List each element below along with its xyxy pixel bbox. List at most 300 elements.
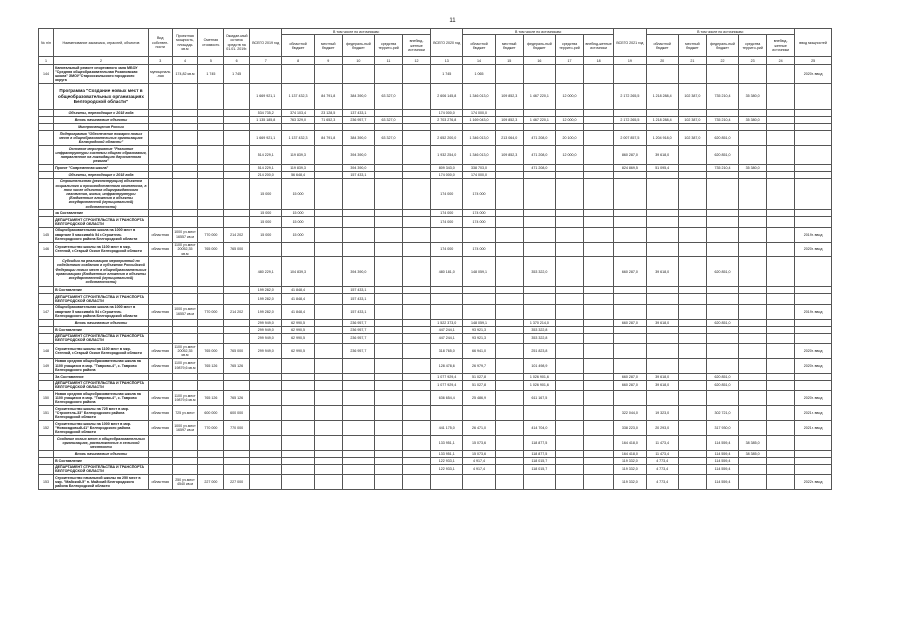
source-2019 bbox=[375, 450, 403, 457]
source-2019 bbox=[342, 421, 374, 436]
capacity bbox=[172, 84, 198, 110]
ownership bbox=[148, 257, 172, 287]
commissioning bbox=[795, 457, 832, 464]
source-2021: 35 380,0 bbox=[739, 84, 767, 110]
header-kind: Вид собствен-ности bbox=[148, 29, 172, 57]
table-row bbox=[39, 65, 832, 84]
total-2020: 480 181,0 bbox=[431, 257, 463, 287]
source-2020: 1 169 043,0 bbox=[463, 117, 495, 124]
object-name: Строительство (реконструкция) объектов социального и производственного комплексов, в том числе объектов общегражданского назначения, жилья, инфраструктуры (Бюджетные вложения в объекты государственной (муниципальной) собственности) bbox=[55, 179, 147, 209]
estimated-cost: 770 000 bbox=[198, 421, 224, 436]
source-2020 bbox=[556, 242, 584, 257]
source-2021: 620 851,0 bbox=[706, 373, 738, 380]
row-number bbox=[39, 110, 54, 117]
source-2020 bbox=[523, 242, 555, 257]
source-2020: 471 208,0 bbox=[523, 146, 555, 165]
source-2021 bbox=[706, 65, 738, 84]
source-2020 bbox=[556, 171, 584, 178]
source-2019 bbox=[375, 242, 403, 257]
estimated-cost: 765 126 bbox=[198, 358, 224, 373]
source-2020 bbox=[556, 344, 584, 359]
total-2019: 534 735,2 bbox=[250, 110, 282, 117]
source-2021-extra bbox=[767, 110, 795, 117]
source-2020 bbox=[556, 164, 584, 171]
source-2020 bbox=[556, 391, 584, 406]
source-2019-extra bbox=[403, 164, 431, 171]
source-2020 bbox=[495, 257, 523, 287]
source-2021 bbox=[706, 171, 738, 178]
source-2021: 38 385,0 bbox=[739, 450, 767, 457]
source-2021 bbox=[678, 436, 706, 451]
commissioning: 2019г. ввод bbox=[795, 227, 832, 242]
total-2020: 636 654,4 bbox=[431, 391, 463, 406]
column-number: 20 bbox=[646, 57, 678, 65]
source-2021 bbox=[646, 287, 678, 294]
ownership bbox=[148, 319, 172, 326]
table-row bbox=[39, 421, 832, 436]
source-2019: 62 990,5 bbox=[282, 344, 314, 359]
source-2021 bbox=[706, 344, 738, 359]
source-2021 bbox=[706, 124, 738, 131]
source-2021-extra bbox=[767, 391, 795, 406]
total-2021 bbox=[614, 178, 646, 209]
source-2019-extra bbox=[403, 304, 431, 319]
table-row bbox=[39, 217, 832, 227]
source-2019 bbox=[375, 124, 403, 131]
source-2020 bbox=[556, 217, 584, 227]
source-2019: 384 390,0 bbox=[342, 84, 374, 110]
source-2020: 118 015,7 bbox=[523, 457, 555, 464]
column-number: 1 bbox=[39, 57, 54, 65]
source-2020-extra bbox=[584, 131, 614, 146]
expected-balance: 1 745 bbox=[224, 65, 250, 84]
row-number bbox=[39, 131, 54, 146]
source-2020 bbox=[556, 436, 584, 451]
commissioning bbox=[795, 117, 832, 124]
estimated-cost bbox=[198, 164, 224, 171]
source-2021 bbox=[739, 294, 767, 304]
source-2020: 4 917,4 bbox=[463, 457, 495, 464]
column-number: 7 bbox=[250, 57, 282, 65]
source-2019: 15 000 bbox=[282, 217, 314, 227]
source-2021: 35 380,0 bbox=[739, 164, 767, 171]
source-2019-extra bbox=[403, 319, 431, 326]
source-2019-extra bbox=[403, 242, 431, 257]
source-2021 bbox=[739, 287, 767, 294]
source-2019 bbox=[375, 227, 403, 242]
source-2021-extra bbox=[767, 450, 795, 457]
source-2021 bbox=[739, 257, 767, 287]
capacity bbox=[172, 124, 198, 131]
source-2021 bbox=[646, 171, 678, 178]
source-2020 bbox=[556, 464, 584, 474]
source-2019: 157 433,1 bbox=[342, 294, 374, 304]
total-2019 bbox=[250, 450, 282, 457]
source-2020 bbox=[463, 475, 495, 490]
total-2021 bbox=[614, 110, 646, 117]
expected-balance: 765 000 bbox=[224, 344, 250, 359]
ownership: областная bbox=[148, 242, 172, 257]
total-2020: 122 933,1 bbox=[431, 464, 463, 474]
source-2019 bbox=[375, 358, 403, 373]
table-row bbox=[39, 326, 832, 333]
source-2019: 157 433,1 bbox=[342, 171, 374, 178]
commissioning bbox=[795, 333, 832, 343]
object-name: Общеобразовательная школа на 1000 мест в квартале 5 массива№ 54 г.Строитель Белгородского района Белгородской области bbox=[54, 304, 149, 319]
source-2019 bbox=[282, 65, 314, 84]
source-2021: 302 721,0 bbox=[706, 406, 738, 421]
source-2020 bbox=[495, 333, 523, 343]
source-2021 bbox=[706, 217, 738, 227]
source-2020-extra bbox=[584, 475, 614, 490]
row-number: 148 bbox=[39, 344, 54, 359]
source-2020-extra bbox=[584, 164, 614, 171]
table-row bbox=[39, 131, 832, 146]
source-2020 bbox=[495, 164, 523, 171]
source-2020 bbox=[495, 457, 523, 464]
source-2021: 1 218 288,4 bbox=[646, 84, 678, 110]
total-2020: 809 343,0 bbox=[431, 164, 463, 171]
total-2019: 1 669 921,1 bbox=[250, 131, 282, 146]
header-vneb: внебюд-жетные источники bbox=[403, 35, 431, 57]
commissioning bbox=[795, 257, 832, 287]
capacity bbox=[172, 210, 198, 217]
source-2020 bbox=[495, 210, 523, 217]
source-2019 bbox=[314, 242, 342, 257]
source-2020: 1 026 901,6 bbox=[523, 380, 555, 390]
source-2019-extra bbox=[403, 421, 431, 436]
source-2019 bbox=[342, 450, 374, 457]
source-2021 bbox=[678, 475, 706, 490]
source-2021 bbox=[739, 391, 767, 406]
total-2020: 318 765,0 bbox=[431, 344, 463, 359]
header-terr: средства террито-рий bbox=[739, 35, 767, 57]
row-number bbox=[39, 146, 54, 165]
source-2020: 471 208,0 bbox=[523, 131, 555, 146]
estimated-cost bbox=[198, 319, 224, 326]
expected-balance bbox=[224, 464, 250, 474]
capacity: 1000 уч.мест 16557 кв.м bbox=[172, 304, 198, 319]
ownership: областная bbox=[148, 406, 172, 421]
source-2020-extra bbox=[584, 358, 614, 373]
source-2020: 213 064,0 bbox=[495, 131, 523, 146]
row-number bbox=[39, 464, 54, 474]
source-2020 bbox=[495, 242, 523, 257]
source-2020 bbox=[523, 210, 555, 217]
source-2021: 20 293,0 bbox=[646, 421, 678, 436]
table-row bbox=[39, 304, 832, 319]
capacity bbox=[172, 146, 198, 165]
source-2020 bbox=[556, 287, 584, 294]
object-name: Новая средняя общеобразовательная школа на 1100 учащихся в мкр. "Таврово-4", с. Таврово Белгородского района bbox=[54, 391, 149, 406]
commissioning bbox=[795, 450, 832, 457]
total-2019: 514 229,1 bbox=[250, 164, 282, 171]
total-2021 bbox=[614, 124, 646, 131]
row-number: 149 bbox=[39, 358, 54, 373]
source-2019 bbox=[314, 406, 342, 421]
source-2020 bbox=[523, 304, 555, 319]
expected-balance bbox=[224, 457, 250, 464]
total-2021 bbox=[614, 242, 646, 257]
source-2021: 735 210,4 bbox=[706, 84, 738, 110]
commissioning bbox=[795, 110, 832, 117]
source-2021 bbox=[739, 319, 767, 326]
table-row bbox=[39, 287, 832, 294]
total-2021 bbox=[614, 358, 646, 373]
source-2019-extra bbox=[403, 358, 431, 373]
capacity bbox=[172, 117, 198, 124]
header-expected: Ожидае-мый остаток средств на 01.01. 2019г. bbox=[224, 29, 250, 57]
source-2021 bbox=[646, 358, 678, 373]
source-2019 bbox=[342, 380, 374, 390]
source-2019 bbox=[282, 406, 314, 421]
source-2019: 119 839,3 bbox=[282, 164, 314, 171]
estimated-cost bbox=[198, 171, 224, 178]
source-2019 bbox=[282, 475, 314, 490]
source-2021 bbox=[739, 171, 767, 178]
source-2019 bbox=[375, 319, 403, 326]
capacity bbox=[172, 333, 198, 343]
source-2021 bbox=[739, 110, 767, 117]
source-2020: 118 877,5 bbox=[523, 436, 555, 451]
expected-balance bbox=[224, 84, 250, 110]
total-2021: 119 332,0 bbox=[614, 457, 646, 464]
source-2021-extra bbox=[767, 124, 795, 131]
source-2020 bbox=[556, 421, 584, 436]
total-2019 bbox=[250, 475, 282, 490]
source-2021: 39 618,0 bbox=[646, 319, 678, 326]
source-2021: 39 618,0 bbox=[646, 146, 678, 165]
source-2019 bbox=[314, 304, 342, 319]
source-2021-extra bbox=[767, 436, 795, 451]
ownership: областная bbox=[148, 344, 172, 359]
source-2021 bbox=[739, 131, 767, 146]
header-fed: федераль-ный бюджет bbox=[342, 35, 374, 57]
expected-balance: 214 202 bbox=[224, 304, 250, 319]
estimated-cost bbox=[198, 210, 224, 217]
source-2021 bbox=[678, 319, 706, 326]
source-2021: 39 618,0 bbox=[646, 257, 678, 287]
source-2020 bbox=[495, 380, 523, 390]
source-2020 bbox=[495, 65, 523, 84]
object-name: Объекты, переходящие с 2018 года bbox=[54, 110, 149, 117]
estimated-cost bbox=[198, 464, 224, 474]
source-2020 bbox=[523, 178, 555, 209]
source-2021-extra bbox=[767, 257, 795, 287]
source-2021: 114 559,4 bbox=[706, 450, 738, 457]
source-2021-extra bbox=[767, 457, 795, 464]
header-obl: областной бюджет bbox=[646, 35, 678, 57]
source-2020 bbox=[556, 326, 584, 333]
source-2020-extra bbox=[584, 124, 614, 131]
object-name: За Составление bbox=[54, 373, 149, 380]
source-2020-extra bbox=[584, 217, 614, 227]
header-terr: средства террито-рий bbox=[375, 35, 403, 57]
source-2020 bbox=[556, 65, 584, 84]
total-2021: 164 418,0 bbox=[614, 450, 646, 457]
total-2020: 1 745 bbox=[431, 65, 463, 84]
expected-balance bbox=[224, 178, 250, 209]
row-number bbox=[39, 171, 54, 178]
capacity bbox=[172, 178, 198, 209]
source-2021 bbox=[739, 65, 767, 84]
row-number bbox=[39, 457, 54, 464]
source-2019 bbox=[375, 326, 403, 333]
source-2020 bbox=[495, 110, 523, 117]
source-2021-extra bbox=[767, 131, 795, 146]
expected-balance: 600 000 bbox=[224, 406, 250, 421]
commissioning bbox=[795, 380, 832, 390]
source-2019-extra bbox=[403, 436, 431, 451]
header-fed: федераль-ный бюджет bbox=[706, 35, 738, 57]
total-2021: 322 044,0 bbox=[614, 406, 646, 421]
source-2019 bbox=[282, 391, 314, 406]
total-2020: 447 244,1 bbox=[431, 326, 463, 333]
source-2021-extra bbox=[767, 304, 795, 319]
ownership bbox=[148, 210, 172, 217]
object-name: Строительство школы на 1100 мест в мкр. Степной, г.Старый Оскол Белгородской области bbox=[54, 344, 149, 359]
commissioning: 2021г. ввод bbox=[795, 421, 832, 436]
source-2021: 11 473,4 bbox=[646, 436, 678, 451]
header-vneb: внебюд-жетные источники bbox=[584, 35, 614, 57]
object-name: ДЕПАРТАМЕНТ СТРОИТЕЛЬСТВА И ТРАНСПОРТА БЕЛГОРОДСКОЙ ОБЛАСТИ bbox=[54, 294, 149, 304]
total-2019: 1 135 185,8 bbox=[250, 117, 282, 124]
capacity bbox=[172, 326, 198, 333]
expected-balance: 214 202 bbox=[224, 227, 250, 242]
total-2020: 128 478,6 bbox=[431, 358, 463, 373]
source-2021 bbox=[739, 217, 767, 227]
row-number bbox=[39, 210, 54, 217]
source-2020 bbox=[523, 227, 555, 242]
column-number: 3 bbox=[148, 57, 172, 65]
header-total-2019: ВСЕГО 2019 год bbox=[250, 29, 282, 57]
source-2020-extra bbox=[584, 380, 614, 390]
source-2021 bbox=[706, 326, 738, 333]
source-2020 bbox=[495, 391, 523, 406]
source-2021: 317 930,0 bbox=[706, 421, 738, 436]
source-2020 bbox=[495, 326, 523, 333]
expected-balance bbox=[224, 164, 250, 171]
source-2019 bbox=[314, 450, 342, 457]
source-2020: 93 921,3 bbox=[463, 326, 495, 333]
column-number: 11 bbox=[375, 57, 403, 65]
source-2020: 174 000 bbox=[463, 178, 495, 209]
source-2019-extra bbox=[403, 373, 431, 380]
header-terr: средства террито-рий bbox=[556, 35, 584, 57]
source-2021-extra bbox=[767, 294, 795, 304]
source-2020: 414 704,0 bbox=[523, 421, 555, 436]
total-2019: 299 949,0 bbox=[250, 326, 282, 333]
table-body bbox=[39, 65, 832, 490]
total-2021: 164 418,0 bbox=[614, 436, 646, 451]
source-2021: 620 851,0 bbox=[706, 380, 738, 390]
source-2019 bbox=[314, 65, 342, 84]
source-2019 bbox=[342, 65, 374, 84]
source-2019-extra bbox=[403, 65, 431, 84]
row-number bbox=[39, 436, 54, 451]
source-2019 bbox=[375, 464, 403, 474]
source-2020: 174 000,0 bbox=[463, 171, 495, 178]
source-2020-extra bbox=[584, 457, 614, 464]
total-2020 bbox=[431, 475, 463, 490]
expected-balance: 227 000 bbox=[224, 475, 250, 490]
total-2019: 15 000 bbox=[250, 178, 282, 209]
total-2019: 514 229,1 bbox=[250, 146, 282, 165]
source-2021-extra bbox=[767, 227, 795, 242]
source-2019-extra bbox=[403, 178, 431, 209]
total-2019 bbox=[250, 380, 282, 390]
header-capacity: Проектная мощность, площадь кв.м bbox=[172, 29, 198, 57]
source-2020: 1 346 013,0 bbox=[463, 84, 495, 110]
source-2021 bbox=[739, 373, 767, 380]
expected-balance bbox=[224, 217, 250, 227]
expected-balance bbox=[224, 171, 250, 178]
expected-balance: 765 126 bbox=[224, 391, 250, 406]
source-2020 bbox=[556, 294, 584, 304]
source-2021 bbox=[678, 421, 706, 436]
estimated-cost bbox=[198, 178, 224, 209]
page-number: 11 bbox=[449, 18, 456, 24]
source-2020-extra bbox=[584, 319, 614, 326]
source-2019: 15 000 bbox=[282, 227, 314, 242]
capacity bbox=[172, 217, 198, 227]
total-2020 bbox=[431, 227, 463, 242]
total-2019: 199 282,0 bbox=[250, 287, 282, 294]
source-2020-extra bbox=[584, 65, 614, 84]
estimated-cost: 765 000 bbox=[198, 242, 224, 257]
source-2019 bbox=[375, 294, 403, 304]
row-number: 151 bbox=[39, 406, 54, 421]
table-row bbox=[39, 436, 832, 451]
source-2019 bbox=[375, 110, 403, 117]
total-2019 bbox=[250, 457, 282, 464]
source-2019 bbox=[375, 178, 403, 209]
source-2019 bbox=[375, 333, 403, 343]
total-2021: 860 287,0 bbox=[614, 146, 646, 165]
total-2021 bbox=[614, 333, 646, 343]
commissioning: 2020г. ввод bbox=[795, 391, 832, 406]
source-2021 bbox=[646, 227, 678, 242]
ownership bbox=[148, 117, 172, 124]
source-2021-extra bbox=[767, 475, 795, 490]
source-2019 bbox=[342, 464, 374, 474]
source-2019-extra bbox=[403, 391, 431, 406]
source-2019-extra bbox=[403, 210, 431, 217]
source-2020: 1 346 013,0 bbox=[463, 146, 495, 165]
source-2019 bbox=[314, 344, 342, 359]
column-number: 10 bbox=[342, 57, 374, 65]
source-2019 bbox=[282, 380, 314, 390]
source-2021: 1 204 918,0 bbox=[646, 131, 678, 146]
ownership: областная bbox=[148, 421, 172, 436]
source-2021 bbox=[739, 380, 767, 390]
total-2019 bbox=[250, 406, 282, 421]
source-2021: 102 387,0 bbox=[678, 117, 706, 124]
source-2021 bbox=[739, 146, 767, 165]
source-2019 bbox=[375, 164, 403, 171]
source-2020 bbox=[495, 178, 523, 209]
source-2019 bbox=[375, 257, 403, 287]
source-2021 bbox=[739, 457, 767, 464]
ownership bbox=[148, 373, 172, 380]
table-row bbox=[39, 406, 832, 421]
source-2021 bbox=[739, 124, 767, 131]
column-number: 17 bbox=[556, 57, 584, 65]
source-2019-extra bbox=[403, 227, 431, 242]
header-cost: Сметная стоимость bbox=[198, 29, 224, 57]
source-2021 bbox=[739, 326, 767, 333]
ownership: областная bbox=[148, 475, 172, 490]
